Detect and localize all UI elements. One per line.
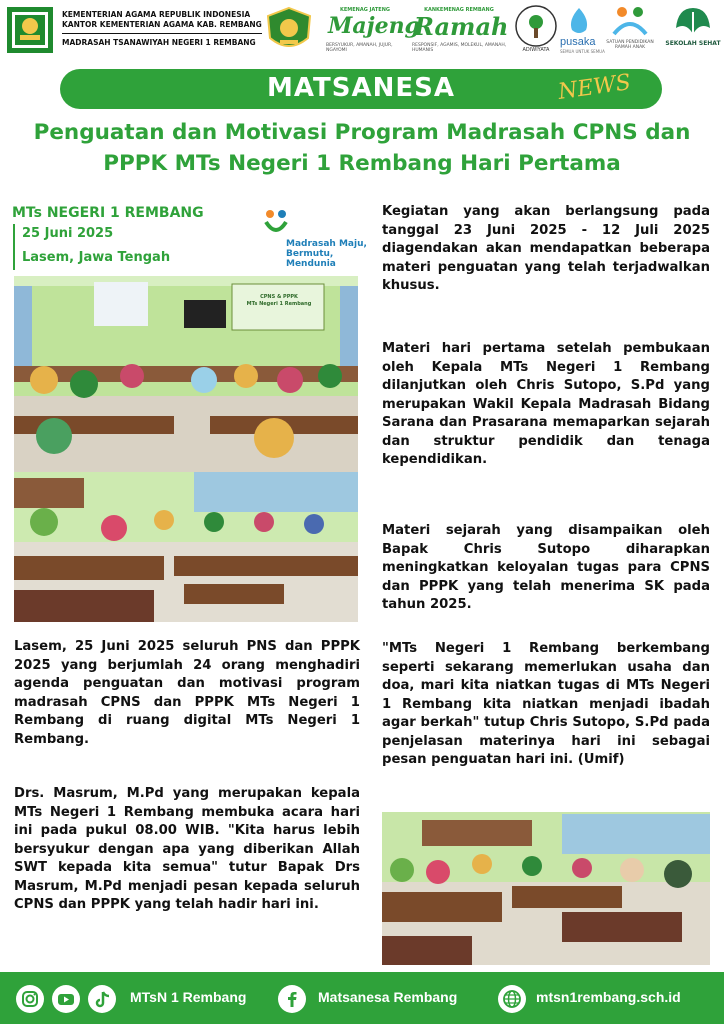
majeng-sub: BERSYUKUR, AMANAH, JUJUR, NGAYOMI [326,43,393,53]
ramah-top: KANKEMENAG REMBANG [424,7,494,13]
banner-news-tag: NEWS [556,70,633,105]
photo-banner-line2: MTs Negeri 1 Rembang [246,301,312,307]
pusaka-sub: SEMUA UNTUK SEMUA [560,49,605,54]
office-name: KANTOR KEMENTERIAN AGAMA KAB. REMBANG [62,20,262,29]
sekolah-sehat-label: SEKOLAH SEHAT [665,40,721,47]
photo-2-illustration [14,472,358,622]
footer [0,972,724,1024]
madrasah-maju-icon [262,208,290,240]
header [0,0,724,60]
facebook-handle[interactable]: Matsanesa Rembang [318,989,458,1005]
body-left-p1: Lasem, 25 Juni 2025 seluruh PNS dan PPPK 2025 yang berjumlah 24 orang menghadiri agenda penguatan dan motivasi program madrasah CPNS dan PPPK MTs Negeri 1 Rembang di ruang digital MTs Negeri 1 Rembang. [14,639,360,747]
photo-banner-line1: CPNS & PPPK [260,294,298,300]
divider [62,33,262,34]
district-seal-icon [264,6,314,54]
instagram-handle[interactable]: MTsN 1 Rembang [130,989,247,1005]
ramah-sub: RESPONSIF, AGAMIS, MOLEKUL, AMANAH, HUMANIS [412,43,507,53]
news-banner [60,69,662,109]
majeng-top: KEMENAG JATENG [339,7,391,13]
website-link[interactable]: mtsn1rembang.sch.id [536,989,681,1005]
dateline-place: Lasem, Jawa Tengah [22,250,171,265]
youtube-icon[interactable] [52,985,80,1013]
adiwiyata-label: ADIWIYATA [522,47,550,53]
mm-line3: Mendunia [286,259,336,269]
dateline-date: 25 Juni 2025 [22,226,114,241]
child-friendly-label: SATUAN PENDIDIKAN RAMAH ANAK [606,40,654,50]
banner-title: MATSANESA [267,73,455,103]
majeng-logo: Majeng [328,13,420,39]
kemenag-logo [6,6,54,54]
body-right-p3: Materi sejarah yang disampaikan oleh Bapak Chris Sutopo diharapkan meningkatkan keloyalan tugas para CPNS dan PPPK yang telah menerima SK pada tahun 2025. [382,523,710,612]
child-friendly-icon [610,4,650,38]
ramah-logo: Ramah [414,12,509,41]
facebook-icon[interactable] [278,985,306,1013]
instagram-icon[interactable] [16,985,44,1013]
body-right-p2: Materi hari pertama setelah pembukaan oleh Kepala MTs Negeri 1 Rembang dilanjutkan oleh Chris Sutopo, S.Pd yang merupakan Wakil Kepala Madrasah Bidang Sarana dan Prasarana memaparkan sejarah dan struktur pendidik dan tenaga kependidikan. [382,341,710,467]
photo-banner-text [244,294,314,308]
globe-icon[interactable] [498,985,526,1013]
dateline-bar [13,224,15,270]
mm-line1: Madrasah Maju, [286,239,367,249]
pusaka-label: pusaka [560,36,596,48]
adiwiyata-logo [514,4,558,48]
pusaka-icon [566,6,592,36]
sekolah-sehat-icon [670,4,716,38]
school-name: MADRASAH TSANAWIYAH NEGERI 1 REMBANG [62,38,256,47]
photo-classroom-front [14,276,358,472]
ministry-name: KEMENTERIAN AGAMA REPUBLIK INDONESIA [62,10,251,19]
photo-classroom-back [382,812,710,965]
headline: Penguatan dan Motivasi Program Madrasah CPNS dan PPPK MTs Negeri 1 Rembang Hari Pertama [33,120,691,176]
photo-3-illustration [382,812,710,965]
dateline-school: MTs NEGERI 1 REMBANG [12,205,204,221]
photo-classroom-side [14,472,358,622]
tiktok-icon[interactable] [88,985,116,1013]
institution-block [62,10,262,48]
body-right-p1: Kegiatan yang akan berlangsung pada tanggal 23 Juni 2025 - 12 Juli 2025 diagendakan akan mendapatkan beberapa materi penguatan yang telah terjadwalkan khusus. [382,204,710,293]
body-left-p2: Drs. Masrum, M.Pd yang merupakan kepala MTs Negeri 1 Rembang membuka acara hari ini pada pukul 08.00 WIB. "Kita harus lebih bersyukur dengan apa yang diberikan Allah SWT kepada kita semua" tutur Bapak Drs Masrum, M.Pd menjadi pesan kepada seluruh CPNS dan PPPK yang telah hadir hari ini. [14,786,360,912]
mm-line2: Bermutu, [286,249,334,259]
body-right-p4: "MTs Negeri 1 Rembang berkembang seperti sekarang memerlukan usaha dan doa, mari kita niatkan tugas di MTs Negeri 1 Rembang kita niatkan menjadi ibadah agar berkah" tutup Chris Sutopo, S.Pd pada penjelasan materinya hari ini sebagai pesan penguatan hari ini. (Umif) [382,641,710,767]
madrasah-maju-text [286,239,367,269]
